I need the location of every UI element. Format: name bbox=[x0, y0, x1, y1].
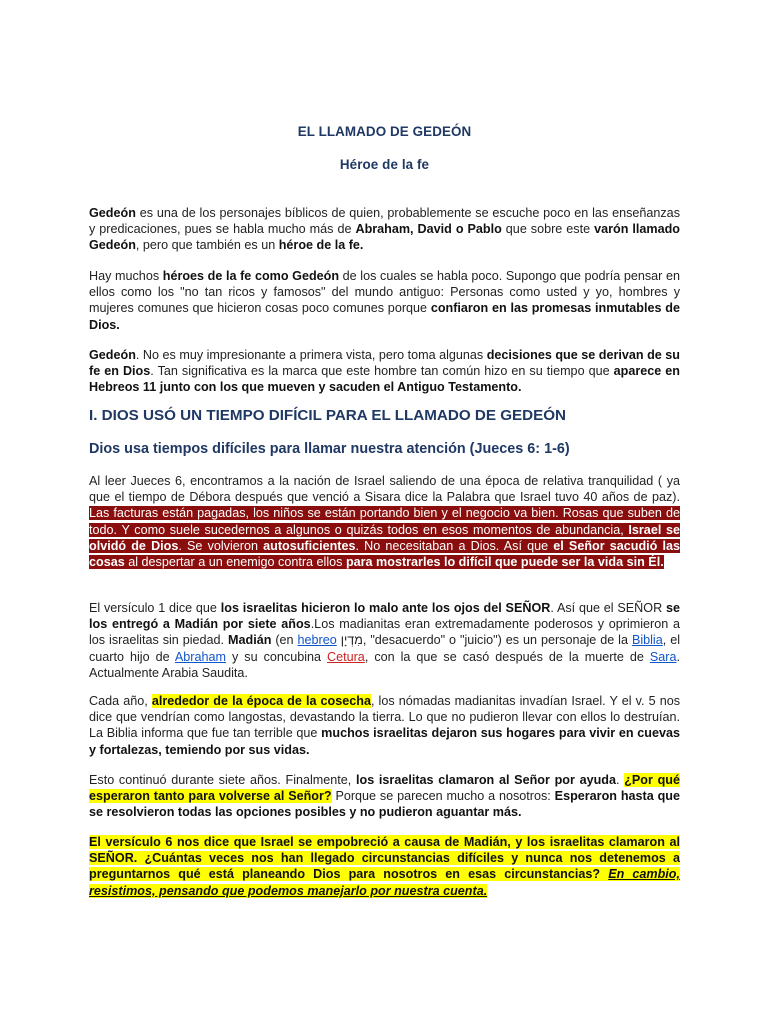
section-heading: I. DIOS USÓ UN TIEMPO DIFÍCIL PARA EL LLAMADO DE GEDEÓN bbox=[89, 407, 567, 424]
link-hebreo[interactable]: hebreo bbox=[297, 633, 337, 648]
highlight-versiculo-6: El versículo 6 nos dice que Israel se empobreció a causa de Madián, y los israelitas clamaron al SEÑOR. ¿Cuántas veces nos han llegado circunstancias difíciles y nunca nos detenemos a preguntarnos qué está planeando Dios para nosotros en esas circunstancias? En cambio, resistimos, pensando que podemos manejarlo por nuestra cuenta. bbox=[89, 835, 680, 898]
paragraph-cosecha: Cada año, alrededor de la época de la cosecha, los nómadas madianitas invadían Israel. Y el v. 5 nos dice que vendrían como langostas, devastando la tierra. Lo que no pudieron llevar con ellos lo destruían. La Biblia informa que fue tan terrible que muchos israelitas dejaron sus hogares para vivir en cuevas y fortalezas, temiendo por sus vidas. bbox=[89, 694, 680, 757]
highlight-yellow: alrededor de la época de la cosecha bbox=[151, 694, 371, 708]
paragraph-versiculo-6 bbox=[89, 834, 680, 899]
paragraph-siete-anos: Esto continuó durante siete años. Finalmente, los israelitas clamaron al Señor por ayuda. ¿Por qué esperaron tanto para volverse al Señor? Porque se parecen mucho a nosotros: Esperaron hasta que se resolvieron todas las opciones posibles y no pudieron aguantar más. bbox=[89, 773, 680, 820]
link-cetura[interactable]: Cetura bbox=[327, 649, 365, 664]
link-sara[interactable]: Sara bbox=[649, 649, 677, 664]
subsection-heading: Dios usa tiempos difíciles para llamar nuestra atención (Jueces 6: 1-6) bbox=[89, 441, 570, 457]
document-subtitle: Héroe de la fe bbox=[339, 157, 430, 172]
link-biblia[interactable]: Biblia bbox=[631, 633, 663, 648]
paragraph-gedeon: Gedeón. No es muy impresionante a primera vista, pero toma algunas decisiones que se derivan de su fe en Dios. Tan significativa es la marca que este hombre tan común hizo en su tiempo que aparece en Hebreos 11 junto con los que mueven y sacuden el Antiguo Testamento. bbox=[89, 348, 681, 395]
paragraph-intro: Gedeón es una de los personajes bíblicos de quien, probablemente se escuche poco en las enseñanzas y predicaciones, pues se habla mucho más de Abraham, David o Pablo que sobre este varón llamado Gedeón, pero que también es un héroe de la fe. bbox=[89, 206, 680, 253]
paragraph-versiculo-1: El versículo 1 dice que los israelitas hicieron lo malo ante los ojos del SEÑOR. Así que el SEÑOR se los entregó a Madián por siete años.Los madianitas eran extremadamente poderosos y oprimieron a los israelitas sin piedad. Madián (en hebreo מִדְיָן, "desacuerdo" o "juicio") es un personaje de la Biblia, el cuarto hijo de Abraham y su concubina Cetura, con la que se casó después de la muerte de Sara. Actualmente Arabia Saudita. bbox=[89, 601, 681, 680]
link-abraham[interactable]: Abraham bbox=[174, 649, 227, 664]
highlight-question: ¿Por qué esperaron tanto para volverse al Señor? bbox=[89, 773, 680, 804]
highlight-red: Las facturas están pagadas, los niños se están portando bien y el negocio va bien. Rosas que suben de todo. Y como suele sucedernos a algunos o quizás todos en esos momentos de abundancia, Israel se olvidó de Dios. Se volvieron autosuficientes. No necesitaban a Dios. Así que el Señor sacudió las cosas al despertar a un enemigo contra ellos para mostrarles lo difícil que puede ser la vida sin Él. bbox=[89, 506, 680, 570]
paragraph-heroes: Hay muchos héroes de la fe como Gedeón de los cuales se habla poco. Supongo que podría pensar en ellos como los "no tan ricos y famosos" del mundo antiguo: Personas como usted y yo, hombres y mujeres comunes que hicieron cosas poco comunes porque confiaron en las promesas inmutables de Dios. bbox=[89, 269, 680, 332]
document-title: EL LLAMADO DE GEDEÓN bbox=[297, 124, 472, 139]
paragraph-jueces: Al leer Jueces 6, encontramos a la nación de Israel saliendo de una época de relativa tranquilidad ( ya que el tiempo de Débora después que venció a Sisara dice la Palabra que Israel tuvo 40 años de paz). Las facturas están pagadas, los niños se están portando bien y el negocio va bien. Rosas que suben de todo. Y como suele sucedernos a algunos o quizás todos en esos momentos de abundancia, Israel se olvidó de Dios. Se volvieron autosuficientes. No necesitaban a Dios. Así que el Señor sacudió las cosas al despertar a un enemigo contra ellos para mostrarles lo difícil que puede ser la vida sin Él. bbox=[89, 474, 680, 570]
